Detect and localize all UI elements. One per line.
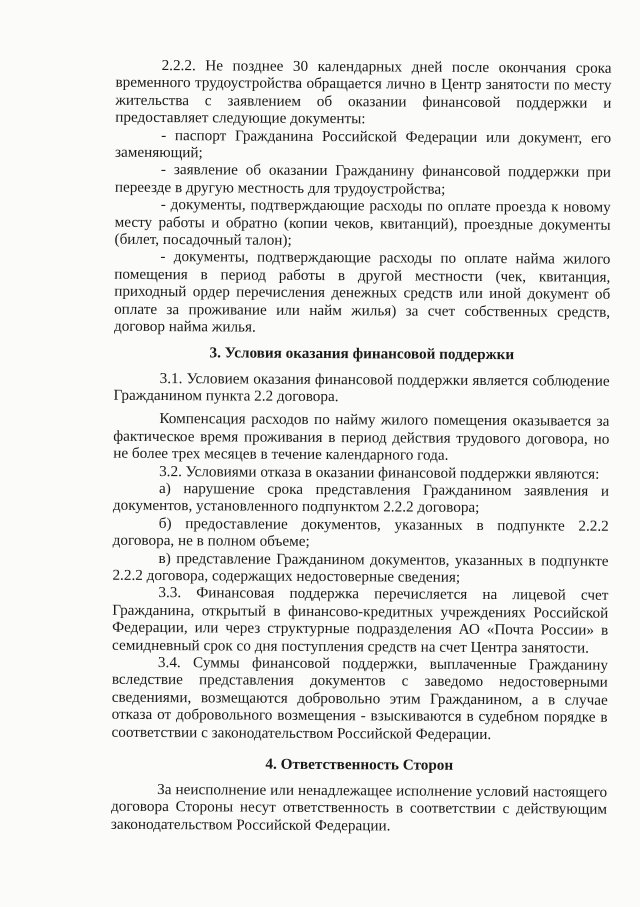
paragraph-3-1: 3.1. Условием оказания финансовой поддержки является соблюдение Гражданином пункта 2.2 договора. [113, 369, 610, 406]
paragraph-3-2: 3.2. Условиями отказа в оказании финансовой поддержки являются: [159, 462, 600, 483]
list-item-v: в) представление Гражданином документов, указанных в подпункте 2.2.2 договора, содержащих недостоверные сведения; [112, 549, 609, 586]
list-item-travel-documents: - документы, подтверждающие расходы по оплате проезда к новому месту работы и обратно (копии чеков, квитанций), проездные документы (билет, посадочный талон); [114, 196, 611, 249]
list-item-application: - заявление об оказании Гражданину финансовой поддержки при переезде в другую местность для трудоустройства; [114, 161, 612, 198]
paragraph-2-2-2: 2.2.2. Не позднее 30 календарных дней после окончания срока временного трудоустройства обращается лично в Центр занятости по месту жительства с заявлением об оказании финансовой поддержки и предоставляет следующие документы: [115, 57, 612, 128]
list-item-passport: - паспорт Гражданина Российской Федерации или документ, его заменяющий; [115, 126, 612, 162]
paragraph-liability: За неисполнение или ненадлежащее исполнение условий настоящего договора Стороны несут ответственность в соответствии с действующим законодательством Российской Федерации. [110, 781, 608, 835]
section-4-heading: 4. Ответственность Сторон [265, 755, 454, 774]
paragraph-3-4: 3.4. Суммы финансовой поддержки, выплаченные Гражданину вследствие представления документов с заведомо недостоверными сведениями, возмещаются добровольно этим Гражданином, а в случае отказа от добровольного возмещения - взыскиваются в судебном порядке в соответствии с законодательством Российской Федерации. [111, 654, 608, 743]
list-item-housing-documents: - документы, подтверждающие расходы по оплате найма жилого помещения в период работы в другой местности (чек, квитанция, приходный ордер перечисления денежных средств или иной документ об оплате за проживание или найм жилья) за счет собственных средств, договор найма жилья. [113, 248, 611, 336]
list-item-b: б) предоставление документов, указанных в подпункте 2.2.2 договора, не в полном объеме; [112, 514, 609, 551]
section-3-heading: 3. Условия оказания финансовой поддержки [209, 343, 515, 363]
list-item-a: а) нарушение срока представления Гражданином заявления и документов, установленного подпунктом 2.2.2 договора; [112, 479, 610, 517]
paragraph-compensation: Компенсация расходов по найму жилого помещения оказывается за фактическое время проживания в период действия трудового договора, но не более трех месяцев в течение календарного года. [113, 410, 610, 464]
paragraph-3-3: 3.3. Финансовая поддержка перечисляется на лицевой счет Гражданина, открытый в финансово-кредитных учреждениях Российской Федерации, или через структурные подразделения АО «Почта России» в семидневный срок со дня поступления средств на счет Центра занятости. [112, 584, 609, 657]
